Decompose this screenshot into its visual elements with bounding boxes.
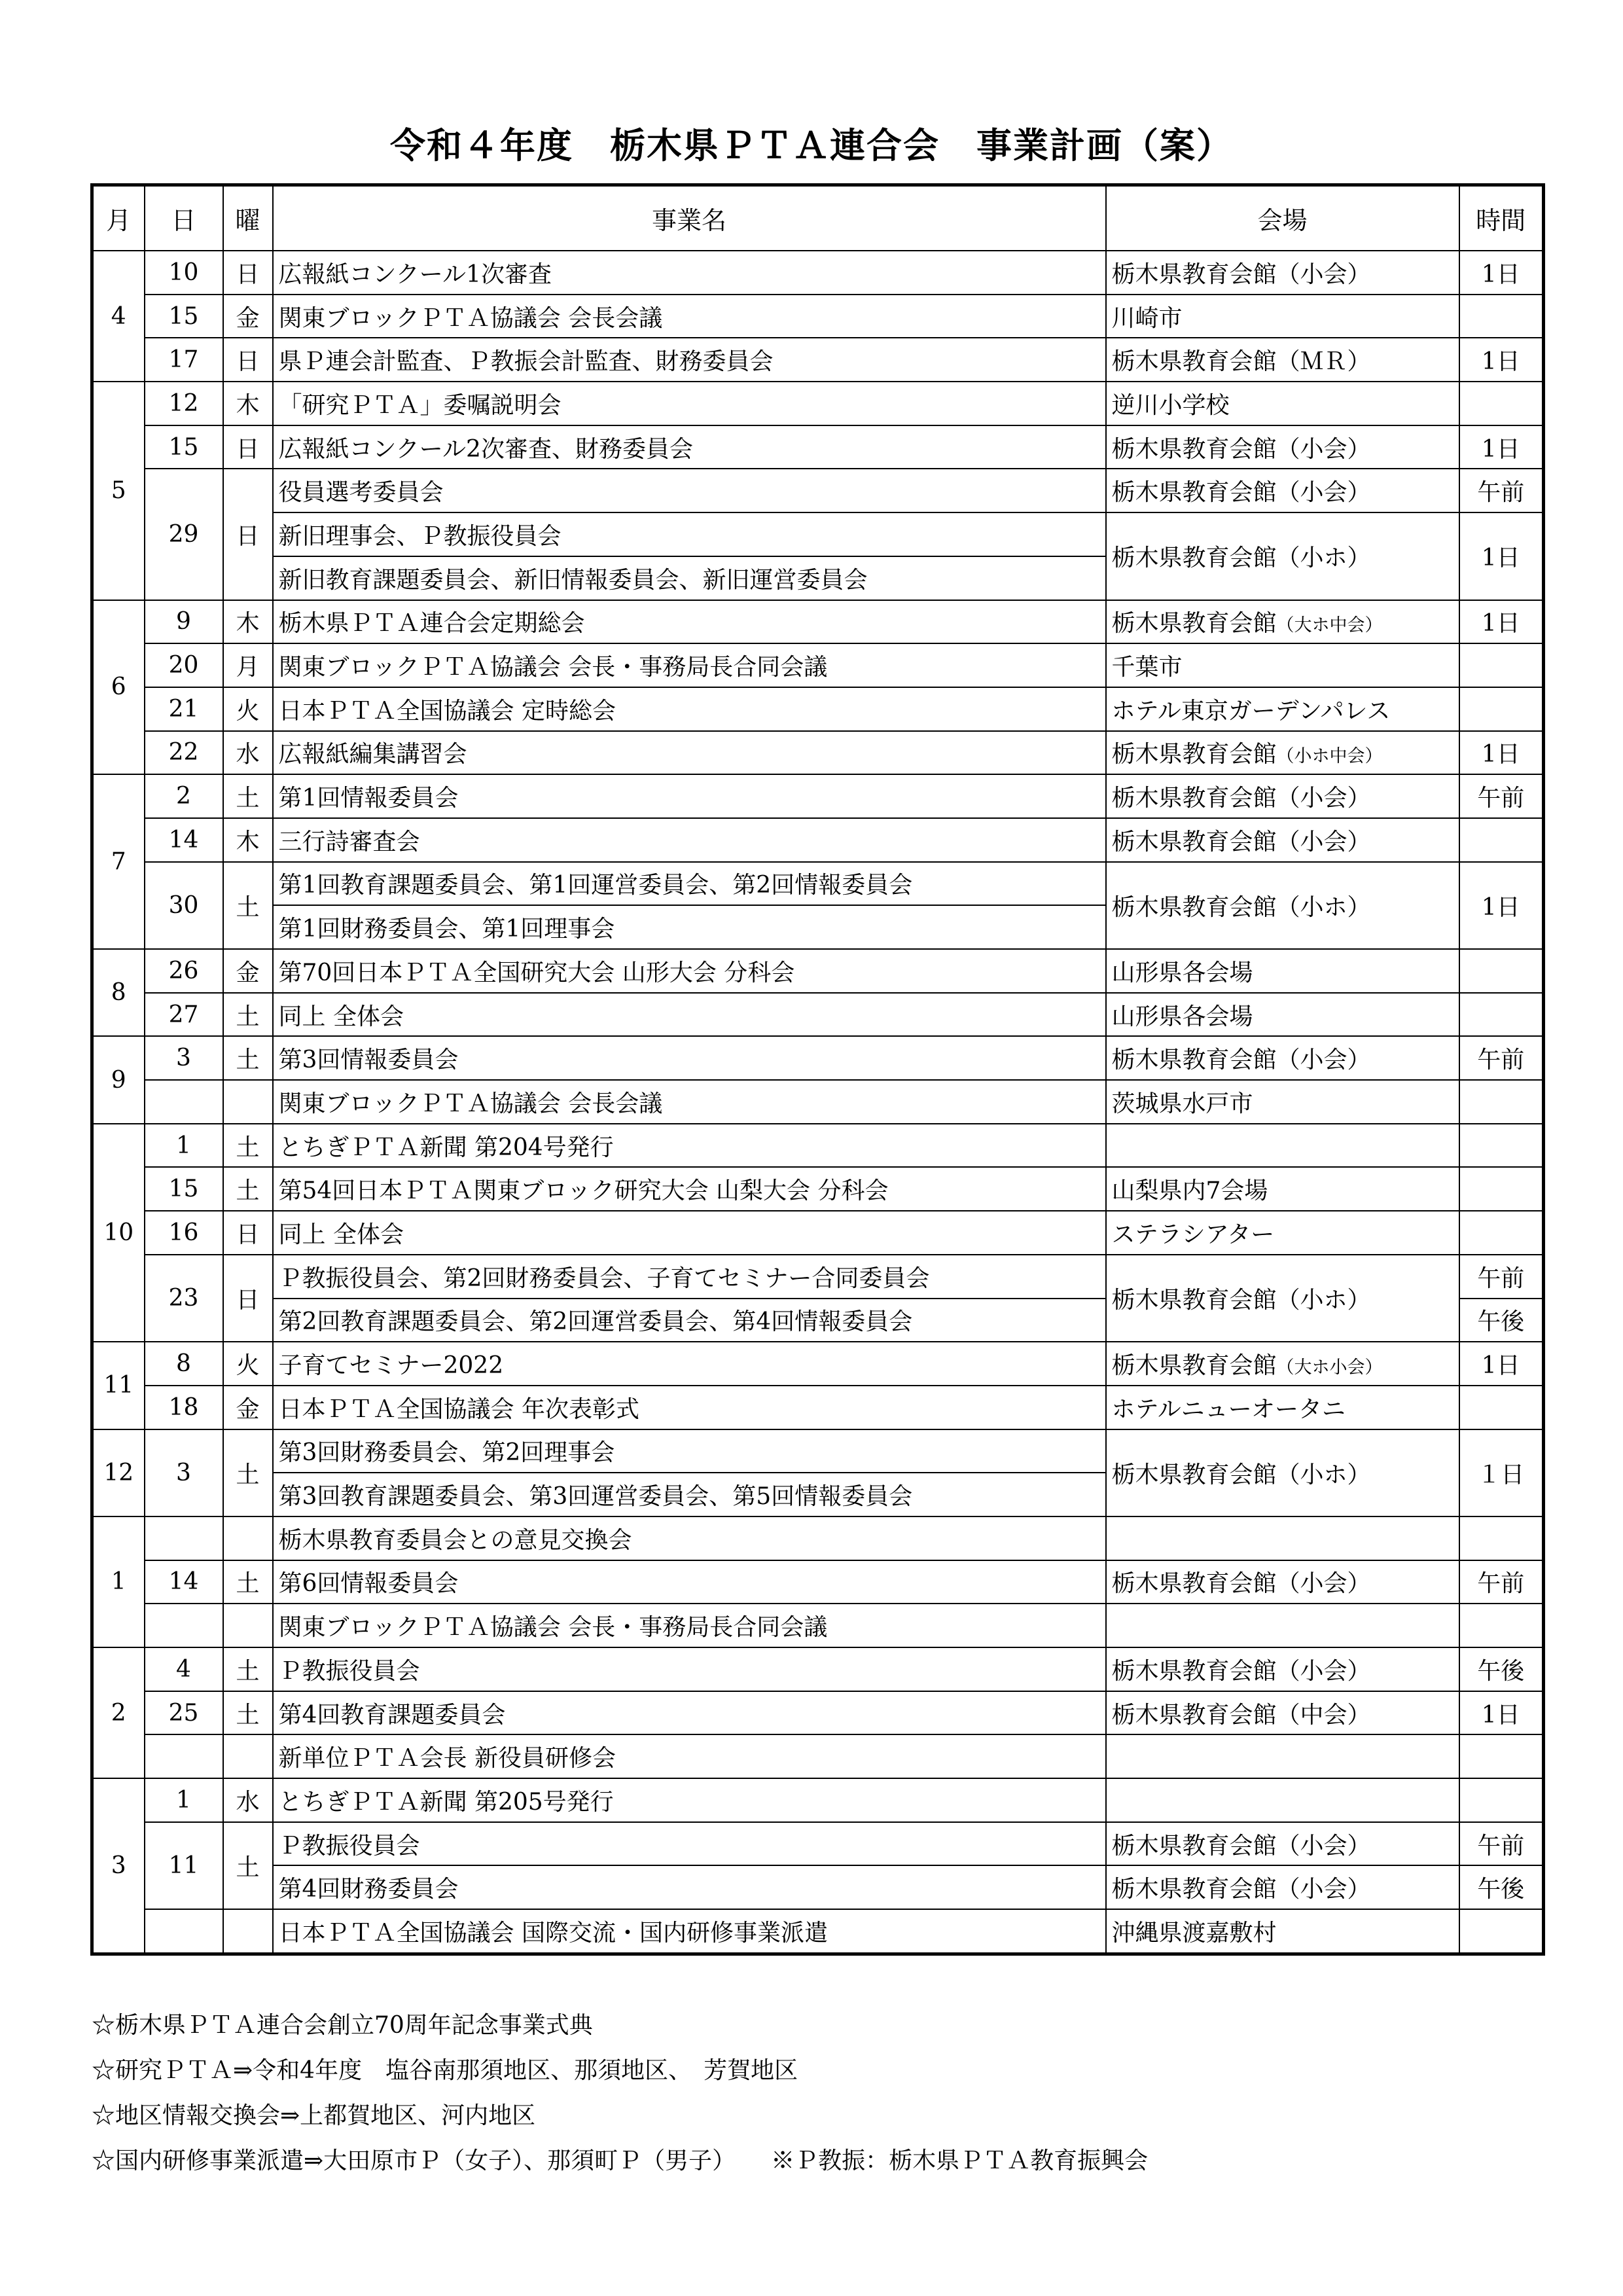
venue-cell (1106, 1734, 1459, 1778)
table-row (92, 1647, 1544, 1691)
venue-room-text: （大ホ中会） (1276, 615, 1383, 636)
time-cell (1459, 818, 1544, 862)
time-cell: 1日 (1459, 862, 1544, 949)
day-cell: 14 (145, 1560, 223, 1604)
venue-cell: 山形県各会場 (1106, 993, 1459, 1037)
day-cell (145, 1734, 223, 1778)
venue-text: 栃木県教育会館 (1111, 741, 1277, 768)
weekday-cell: 土 (223, 862, 273, 949)
weekday-cell: 火 (223, 1342, 273, 1386)
event-cell: Ｐ教振役員会 (273, 1822, 1106, 1866)
table-row (92, 1036, 1544, 1080)
time-cell (1459, 1211, 1544, 1255)
venue-cell: 山梨県内7会場 (1106, 1167, 1459, 1211)
time-cell: 午前 (1459, 1822, 1544, 1866)
venue-cell: 千葉市 (1106, 643, 1459, 687)
weekday-cell (223, 1604, 273, 1647)
header-month: 月 (92, 185, 145, 251)
time-cell: 午前 (1459, 774, 1544, 818)
venue-cell: 栃木県教育会館（小会） (1106, 425, 1459, 469)
weekday-cell: 日 (223, 251, 273, 295)
time-cell: 1日 (1459, 1342, 1544, 1386)
weekday-cell (223, 1516, 273, 1560)
venue-cell: 栃木県教育会館（小会） (1106, 1560, 1459, 1604)
table-row (92, 1429, 1544, 1473)
day-cell: 2 (145, 774, 223, 818)
event-cell: 第54回日本ＰＴＡ関東ブロック研究大会 山梨大会 分科会 (273, 1167, 1106, 1211)
time-cell (1459, 993, 1544, 1037)
weekday-cell: 金 (223, 295, 273, 338)
day-cell: 18 (145, 1386, 223, 1429)
table-row (92, 993, 1544, 1037)
table-row (92, 643, 1544, 687)
time-cell (1459, 1167, 1544, 1211)
day-cell: 21 (145, 687, 223, 731)
table-row (92, 1778, 1544, 1822)
day-cell: 11 (145, 1822, 223, 1909)
month-cell: 12 (92, 1429, 145, 1516)
time-cell: 午前 (1459, 1036, 1544, 1080)
event-cell: 広報紙コンクール2次審査、財務委員会 (273, 425, 1106, 469)
month-cell: 1 (92, 1516, 145, 1647)
table-row (92, 1822, 1544, 1866)
venue-cell: ホテル東京ガーデンパレス (1106, 687, 1459, 731)
table-row (92, 949, 1544, 993)
weekday-cell: 土 (223, 1647, 273, 1691)
time-cell: 1日 (1459, 338, 1544, 382)
table-row (92, 1560, 1544, 1604)
table-row (92, 382, 1544, 425)
venue-text: 栃木県教育会館 (1111, 1352, 1277, 1380)
event-cell: とちぎＰＴＡ新聞 第204号発行 (273, 1124, 1106, 1168)
weekday-cell: 月 (223, 643, 273, 687)
event-cell: 新旧教育課題委員会、新旧情報委員会、新旧運営委員会 (273, 556, 1106, 600)
event-cell: 広報紙コンクール1次審査 (273, 251, 1106, 295)
time-cell (1459, 643, 1544, 687)
table-row (92, 1865, 1544, 1909)
event-cell: 第3回情報委員会 (273, 1036, 1106, 1080)
day-cell: 15 (145, 1167, 223, 1211)
table-row (92, 774, 1544, 818)
month-cell: 4 (92, 251, 145, 382)
footnotes (92, 2003, 1148, 2183)
venue-cell (1106, 731, 1459, 775)
footnote-anniversary: ☆栃木県ＰＴＡ連合会創立70周年記念事業式典 (92, 2012, 593, 2039)
time-cell (1459, 949, 1544, 993)
venue-room-text: （大ホ小会） (1276, 1357, 1383, 1378)
venue-cell: 沖縄県渡嘉敷村 (1106, 1909, 1459, 1954)
event-cell: 第1回情報委員会 (273, 774, 1106, 818)
weekday-cell: 土 (223, 1560, 273, 1604)
table-row (92, 251, 1544, 295)
venue-cell: 茨城県水戸市 (1106, 1080, 1459, 1124)
month-cell: 6 (92, 600, 145, 775)
venue-cell: 栃木県教育会館（小会） (1106, 1865, 1459, 1909)
time-cell (1459, 1386, 1544, 1429)
schedule-table (90, 183, 1545, 1956)
event-cell: Ｐ教振役員会 (273, 1647, 1106, 1691)
footnote-info-exchange: ☆地区情報交換会⇒上都賀地区、河内地区 (92, 2102, 536, 2129)
event-cell: 三行詩審査会 (273, 818, 1106, 862)
weekday-cell: 水 (223, 731, 273, 775)
event-cell: 県Ｐ連会計監査、Ｐ教振会計監査、財務委員会 (273, 338, 1106, 382)
table-row (92, 1124, 1544, 1168)
day-cell: 9 (145, 600, 223, 644)
venue-cell (1106, 1124, 1459, 1168)
weekday-cell: 木 (223, 818, 273, 862)
time-cell: 午後 (1459, 1865, 1544, 1909)
day-cell (145, 1080, 223, 1124)
venue-cell: 山形県各会場 (1106, 949, 1459, 993)
weekday-cell: 土 (223, 1691, 273, 1735)
event-cell: 役員選考委員会 (273, 469, 1106, 512)
time-cell (1459, 1734, 1544, 1778)
table-row (92, 1386, 1544, 1429)
venue-cell: 栃木県教育会館（小ホ） (1106, 1429, 1459, 1516)
event-cell: 関東ブロックＰＴＡ協議会 会長会議 (273, 295, 1106, 338)
event-cell: 子育てセミナー2022 (273, 1342, 1106, 1386)
table-row (92, 1734, 1544, 1778)
day-cell: 15 (145, 295, 223, 338)
event-cell: 関東ブロックＰＴＡ協議会 会長・事務局長合同会議 (273, 643, 1106, 687)
event-cell: 第70回日本ＰＴＡ全国研究大会 山形大会 分科会 (273, 949, 1106, 993)
day-cell (145, 1909, 223, 1954)
venue-cell: 栃木県教育会館（中会） (1106, 1691, 1459, 1735)
table-row (92, 1211, 1544, 1255)
page-title: 令和４年度 栃木県ＰＴＡ連合会 事業計画（案） (390, 125, 1233, 166)
event-cell: 同上 全体会 (273, 1211, 1106, 1255)
event-cell: 第1回教育課題委員会、第1回運営委員会、第2回情報委員会 (273, 862, 1106, 906)
table-row (92, 1342, 1544, 1386)
day-cell: 4 (145, 1647, 223, 1691)
table-row (92, 1255, 1544, 1299)
day-cell: 10 (145, 251, 223, 295)
time-cell: 1日 (1459, 251, 1544, 295)
weekday-cell: 日 (223, 1255, 273, 1342)
day-cell: 1 (145, 1124, 223, 1168)
venue-text: 栃木県教育会館 (1111, 610, 1277, 637)
event-cell: 新旧理事会、Ｐ教振役員会 (273, 512, 1106, 556)
event-cell: 第3回教育課題委員会、第3回運営委員会、第5回情報委員会 (273, 1473, 1106, 1516)
day-cell: 1 (145, 1778, 223, 1822)
table-row (92, 1516, 1544, 1560)
header-event: 事業名 (273, 185, 1106, 251)
time-cell: 午後 (1459, 1647, 1544, 1691)
table-row (92, 1909, 1544, 1954)
time-cell: 午前 (1459, 1255, 1544, 1299)
weekday-cell: 土 (223, 1822, 273, 1909)
event-cell: 関東ブロックＰＴＡ協議会 会長・事務局長合同会議 (273, 1604, 1106, 1647)
venue-cell: 栃木県教育会館（小ホ） (1106, 862, 1459, 949)
day-cell: 16 (145, 1211, 223, 1255)
event-cell: 日本ＰＴＡ全国協議会 国際交流・国内研修事業派遣 (273, 1909, 1106, 1954)
weekday-cell: 日 (223, 338, 273, 382)
weekday-cell: 土 (223, 774, 273, 818)
time-cell (1459, 1516, 1544, 1560)
venue-cell: 栃木県教育会館（小会） (1106, 818, 1459, 862)
weekday-cell: 木 (223, 600, 273, 644)
header-weekday: 曜 (223, 185, 273, 251)
venue-cell: 栃木県教育会館（ＭＲ） (1106, 338, 1459, 382)
venue-cell: 川崎市 (1106, 295, 1459, 338)
day-cell: 30 (145, 862, 223, 949)
table-row (92, 687, 1544, 731)
day-cell: 14 (145, 818, 223, 862)
venue-cell: ステラシアター (1106, 1211, 1459, 1255)
weekday-cell: 木 (223, 382, 273, 425)
table-row (92, 862, 1544, 906)
day-cell: 27 (145, 993, 223, 1037)
table-row (92, 818, 1544, 862)
event-cell: 第4回教育課題委員会 (273, 1691, 1106, 1735)
event-cell: とちぎＰＴＡ新聞 第205号発行 (273, 1778, 1106, 1822)
event-cell: 第2回教育課題委員会、第2回運営委員会、第4回情報委員会 (273, 1299, 1106, 1342)
time-cell: 1日 (1459, 1691, 1544, 1735)
table-row (92, 600, 1544, 644)
table-row (92, 1604, 1544, 1647)
time-cell (1459, 1778, 1544, 1822)
time-cell: 午後 (1459, 1299, 1544, 1342)
day-cell: 25 (145, 1691, 223, 1735)
day-cell: 3 (145, 1036, 223, 1080)
time-cell: １日 (1459, 1429, 1544, 1516)
venue-cell (1106, 1778, 1459, 1822)
time-cell (1459, 382, 1544, 425)
day-cell (145, 1516, 223, 1560)
event-cell: 第6回情報委員会 (273, 1560, 1106, 1604)
time-cell: 午前 (1459, 1560, 1544, 1604)
venue-cell (1106, 1604, 1459, 1647)
month-cell: 8 (92, 949, 145, 1036)
day-cell: 17 (145, 338, 223, 382)
day-cell: 15 (145, 425, 223, 469)
table-row (92, 1080, 1544, 1124)
month-cell: 10 (92, 1124, 145, 1342)
weekday-cell (223, 1909, 273, 1954)
time-cell (1459, 1604, 1544, 1647)
venue-cell: 栃木県教育会館（小ホ） (1106, 512, 1459, 600)
venue-cell: 栃木県教育会館（小会） (1106, 774, 1459, 818)
day-cell: 8 (145, 1342, 223, 1386)
venue-room-text: （小ホ中会） (1276, 746, 1383, 767)
weekday-cell (223, 1080, 273, 1124)
day-cell: 20 (145, 643, 223, 687)
venue-cell: 逆川小学校 (1106, 382, 1459, 425)
header-venue: 会場 (1106, 185, 1459, 251)
weekday-cell: 土 (223, 1429, 273, 1516)
venue-cell: 栃木県教育会館（小会） (1106, 469, 1459, 512)
table-row (92, 295, 1544, 338)
time-cell: 1日 (1459, 512, 1544, 600)
table-header-row (92, 185, 1544, 251)
weekday-cell: 日 (223, 469, 273, 600)
time-cell (1459, 1909, 1544, 1954)
event-cell: 栃木県教育委員会との意見交換会 (273, 1516, 1106, 1560)
venue-cell: 栃木県教育会館（小会） (1106, 1822, 1459, 1866)
event-cell: 関東ブロックＰＴＡ協議会 会長会議 (273, 1080, 1106, 1124)
day-cell (145, 1604, 223, 1647)
event-cell: 日本ＰＴＡ全国協議会 年次表彰式 (273, 1386, 1106, 1429)
weekday-cell: 火 (223, 687, 273, 731)
weekday-cell: 土 (223, 993, 273, 1037)
footnote-domestic-training: ☆国内研修事業派遣⇒大田原市Ｐ（女子）、那須町Ｐ（男子） ※Ｐ教振：栃木県ＰＴＡ教育振興会 (92, 2147, 1149, 2174)
weekday-cell: 水 (223, 1778, 273, 1822)
weekday-cell: 金 (223, 949, 273, 993)
day-cell: 23 (145, 1255, 223, 1342)
table-row (92, 512, 1544, 556)
weekday-cell: 金 (223, 1386, 273, 1429)
venue-cell (1106, 600, 1459, 644)
venue-cell (1106, 1516, 1459, 1560)
event-cell: 第4回財務委員会 (273, 1865, 1106, 1909)
day-cell: 29 (145, 469, 223, 600)
day-cell: 3 (145, 1429, 223, 1516)
month-cell: 7 (92, 774, 145, 949)
table-row (92, 425, 1544, 469)
venue-cell: 栃木県教育会館（小会） (1106, 251, 1459, 295)
weekday-cell: 土 (223, 1036, 273, 1080)
month-cell: 5 (92, 382, 145, 600)
event-cell: 広報紙編集講習会 (273, 731, 1106, 775)
event-cell: 栃木県ＰＴＡ連合会定期総会 (273, 600, 1106, 644)
weekday-cell: 土 (223, 1124, 273, 1168)
table-row (92, 469, 1544, 512)
table-row (92, 1167, 1544, 1211)
event-cell: 第3回財務委員会、第2回理事会 (273, 1429, 1106, 1473)
time-cell (1459, 295, 1544, 338)
footnote-research-pta: ☆研究ＰＴＡ⇒令和4年度 塩谷南那須地区、那須地区、 芳賀地区 (92, 2057, 798, 2084)
time-cell: 1日 (1459, 425, 1544, 469)
header-day: 日 (145, 185, 223, 251)
table-row (92, 338, 1544, 382)
day-cell: 22 (145, 731, 223, 775)
day-cell: 12 (145, 382, 223, 425)
weekday-cell (223, 1734, 273, 1778)
venue-cell (1106, 1342, 1459, 1386)
time-cell (1459, 687, 1544, 731)
venue-cell: 栃木県教育会館（小会） (1106, 1036, 1459, 1080)
month-cell: 3 (92, 1778, 145, 1954)
time-cell (1459, 1080, 1544, 1124)
day-cell: 26 (145, 949, 223, 993)
venue-cell: 栃木県教育会館（小会） (1106, 1647, 1459, 1691)
weekday-cell: 日 (223, 1211, 273, 1255)
weekday-cell: 日 (223, 425, 273, 469)
table-row (92, 731, 1544, 775)
month-cell: 9 (92, 1036, 145, 1123)
month-cell: 2 (92, 1647, 145, 1778)
weekday-cell: 土 (223, 1167, 273, 1211)
time-cell: 1日 (1459, 600, 1544, 644)
header-time: 時間 (1459, 185, 1544, 251)
time-cell: 午前 (1459, 469, 1544, 512)
event-cell: 日本ＰＴＡ全国協議会 定時総会 (273, 687, 1106, 731)
time-cell: 1日 (1459, 731, 1544, 775)
event-cell: Ｐ教振役員会、第2回財務委員会、子育てセミナー合同委員会 (273, 1255, 1106, 1299)
event-cell: 第1回財務委員会、第1回理事会 (273, 905, 1106, 949)
venue-cell: 栃木県教育会館（小ホ） (1106, 1255, 1459, 1342)
time-cell (1459, 1124, 1544, 1168)
event-cell: 同上 全体会 (273, 993, 1106, 1037)
month-cell: 11 (92, 1342, 145, 1429)
table-row (92, 1691, 1544, 1735)
event-cell: 「研究ＰＴＡ」委嘱説明会 (273, 382, 1106, 425)
event-cell: 新単位ＰＴＡ会長 新役員研修会 (273, 1734, 1106, 1778)
venue-cell: ホテルニューオータニ (1106, 1386, 1459, 1429)
